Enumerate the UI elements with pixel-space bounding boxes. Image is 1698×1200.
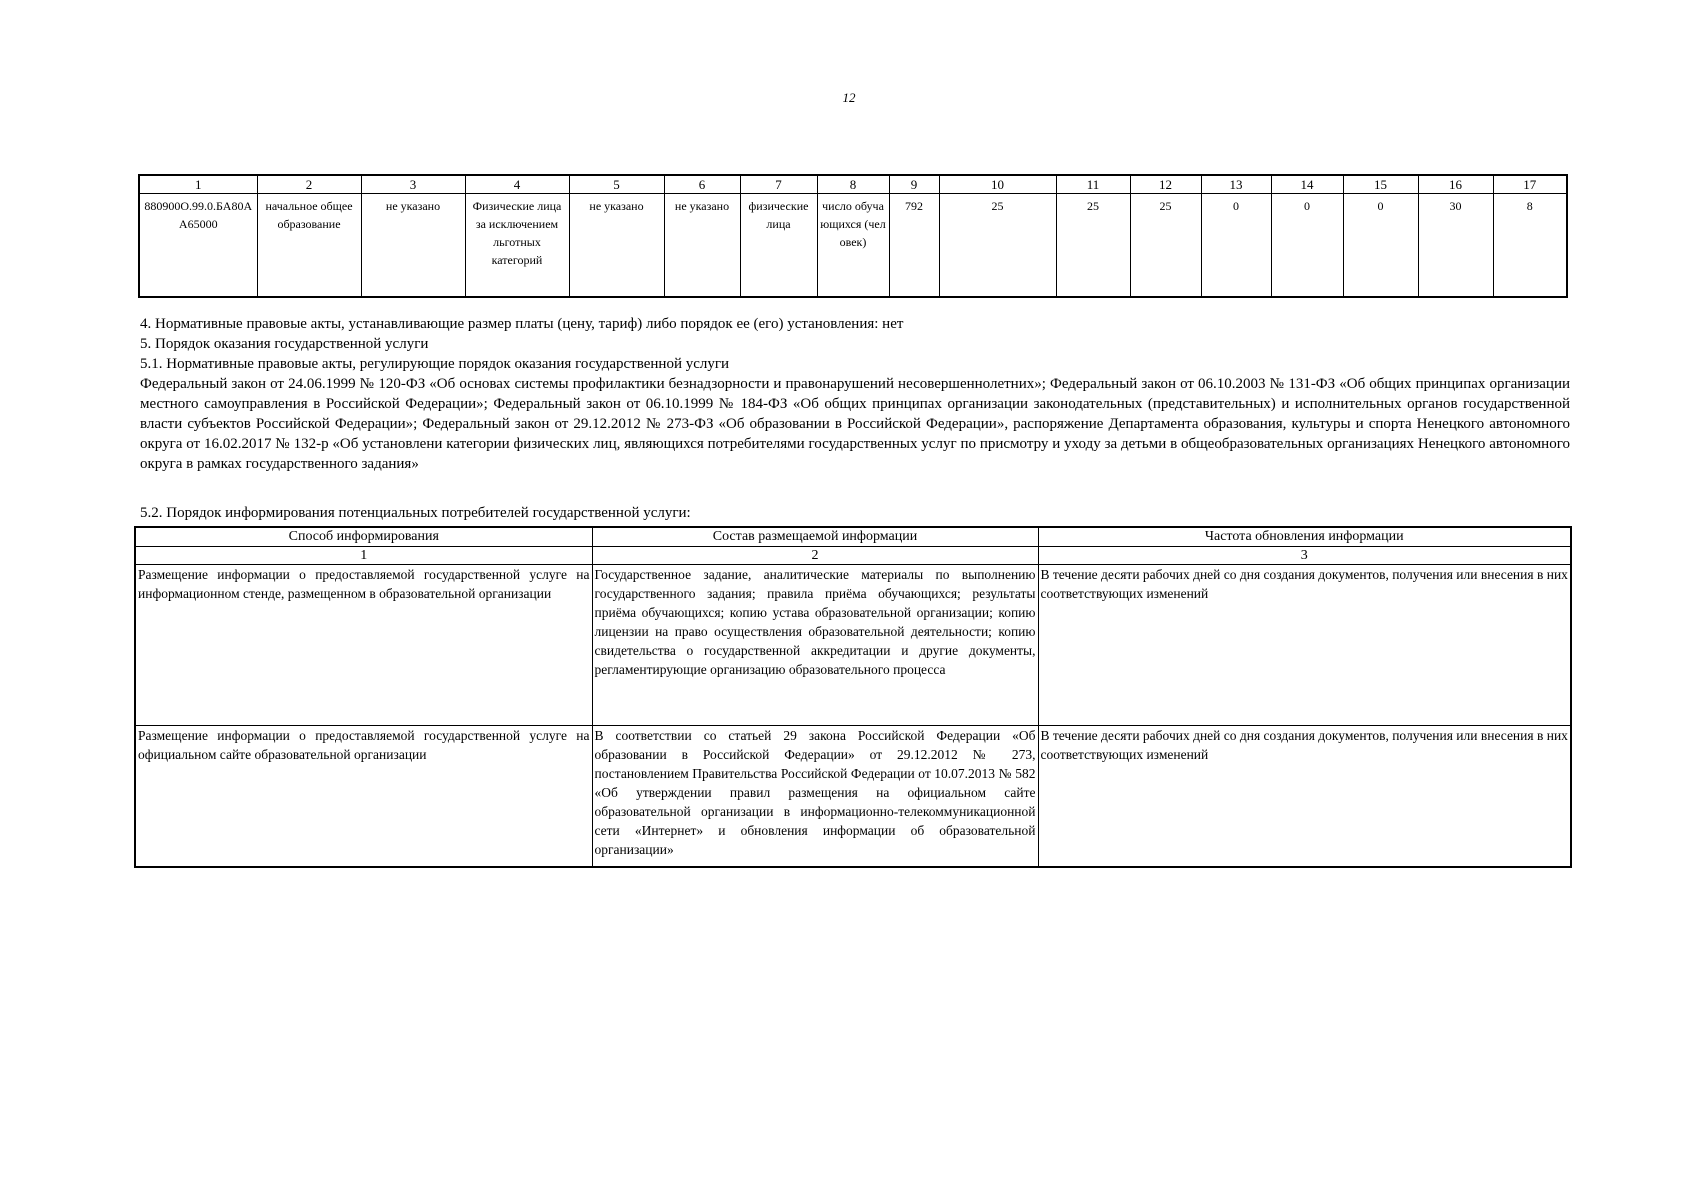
- section-5-1-heading: 5.1. Нормативные правовые акты, регулирующие порядок оказания государственной услуги: [140, 356, 730, 372]
- informing-row: [135, 565, 1571, 726]
- informing-frequency-cell: В течение десяти рабочих дней со дня создания документов, получения или внесения в них соответствующих изменений: [1038, 726, 1571, 868]
- informing-number-cell: 3: [1038, 547, 1571, 565]
- informing-frequency-cell: В течение десяти рабочих дней со дня создания документов, получения или внесения в них соответствующих изменений: [1038, 565, 1571, 726]
- registry-header-cell: 16: [1418, 175, 1493, 194]
- registry-cell: число обучающихся (человек): [817, 194, 889, 298]
- registry-cell: Физические лица за исключением льготных категорий: [465, 194, 569, 298]
- registry-cell: 792: [889, 194, 939, 298]
- informing-number-row: [135, 547, 1571, 565]
- registry-header-cell: 13: [1201, 175, 1271, 194]
- section-5-2-heading: 5.2. Порядок информирования потенциальных потребителей государственной услуги:: [140, 505, 691, 521]
- informing-number-cell: 1: [135, 547, 592, 565]
- registry-header-cell: 11: [1056, 175, 1130, 194]
- registry-header-cell: 10: [939, 175, 1056, 194]
- registry-header-cell: 12: [1130, 175, 1201, 194]
- informing-header-row: [135, 527, 1571, 547]
- registry-header-row: [139, 175, 1567, 194]
- page-number: 12: [842, 90, 856, 105]
- registry-header-cell: 5: [569, 175, 664, 194]
- registry-cell: 0: [1343, 194, 1418, 298]
- registry-cell: начальное общее образование: [257, 194, 361, 298]
- registry-header-cell: 9: [889, 175, 939, 194]
- registry-header-cell: 15: [1343, 175, 1418, 194]
- informing-method-cell: Размещение информации о предоставляемой государственной услуге на информационном стенде, размещенном в образовательной организации: [135, 565, 592, 726]
- registry-header-cell: 4: [465, 175, 569, 194]
- section-5-heading: 5. Порядок оказания государственной услуги: [140, 336, 429, 352]
- registry-header-cell: 2: [257, 175, 361, 194]
- registry-cell: физические лица: [740, 194, 817, 298]
- informing-number-cell: 2: [592, 547, 1038, 565]
- informing-content-cell: В соответствии со статьей 29 закона Российской Федерации «Об образовании в Российской Федерации» от 29.12.2012 № 273, постановлением Правительства Российской Федерации от 10.07.2013 № 582 «Об утверждении правил размещения на официальном сайте образовательной организации в информационно-телекоммуникационной сети «Интернет» и обновления информации об образовательной организации»: [592, 726, 1038, 868]
- registry-cell: 0: [1201, 194, 1271, 298]
- registry-cell: 25: [939, 194, 1056, 298]
- informing-header-frequency: Частота обновления информации: [1038, 527, 1571, 547]
- registry-header-cell: 6: [664, 175, 740, 194]
- registry-header-cell: 14: [1271, 175, 1343, 194]
- registry-cell: не указано: [361, 194, 465, 298]
- registry-table: [138, 174, 1568, 298]
- laws-list-text: Федеральный закон от 24.06.1999 № 120-ФЗ «Об основах системы профилактики безнадзорности и правонарушений несовершеннолетних»; Федеральный закон от 06.10.2003 № 131-ФЗ «Об общих принципах организации местного самоуправления в Российской Федерации»; Федеральный закон от 06.10.1999 № 184-ФЗ «Об общих принципах организации законодательных (представительных) и исполнительных органов государственной власти субъектов Российской Федерации»; Федеральный закон от 29.12.2012 № 273-ФЗ «Об образовании в Российской Федерации», распоряжение Департамента образования, культуры и спорта Ненецкого автономного округа от 16.02.2017 № 132-р «Об установлени категории физических лиц, являющихся потребителями государственных услуг по присмотру и уходу за детьми в общеобразовательных организациях Ненецкого автономного округа в рамках государственного задания»: [140, 376, 1570, 472]
- informing-table: [134, 526, 1572, 868]
- registry-cell: 30: [1418, 194, 1493, 298]
- informing-row: [135, 726, 1571, 868]
- legal-text-block: [140, 314, 1570, 474]
- registry-header-cell: 8: [817, 175, 889, 194]
- registry-cell: 8: [1493, 194, 1567, 298]
- registry-header-cell: 3: [361, 175, 465, 194]
- registry-code-cell: 880900О.99.0.БА80АА65000: [139, 194, 257, 298]
- informing-header-content: Состав размещаемой информации: [592, 527, 1038, 547]
- registry-cell: не указано: [664, 194, 740, 298]
- registry-cell: 0: [1271, 194, 1343, 298]
- section-4-text: 4. Нормативные правовые акты, устанавливающие размер платы (цену, тариф) либо порядок ее (его) установления: нет: [140, 316, 904, 332]
- registry-data-row: [139, 194, 1567, 298]
- registry-header-cell: 7: [740, 175, 817, 194]
- registry-cell: 25: [1056, 194, 1130, 298]
- registry-cell: 25: [1130, 194, 1201, 298]
- registry-header-cell: 17: [1493, 175, 1567, 194]
- registry-header-cell: 1: [139, 175, 257, 194]
- informing-method-cell: Размещение информации о предоставляемой государственной услуге на официальном сайте образовательной организации: [135, 726, 592, 868]
- informing-header-method: Способ информирования: [135, 527, 592, 547]
- informing-content-cell: Государственное задание, аналитические материалы по выполнению государственного задания; правила приёма обучающихся; результаты приёма обучающихся; копию устава образовательной организации; копию лицензии на право осуществления образовательной деятельности; копию свидетельства о государственной аккредитации и другие документы, регламентирующие организацию образовательного процесса: [592, 565, 1038, 726]
- registry-cell: не указано: [569, 194, 664, 298]
